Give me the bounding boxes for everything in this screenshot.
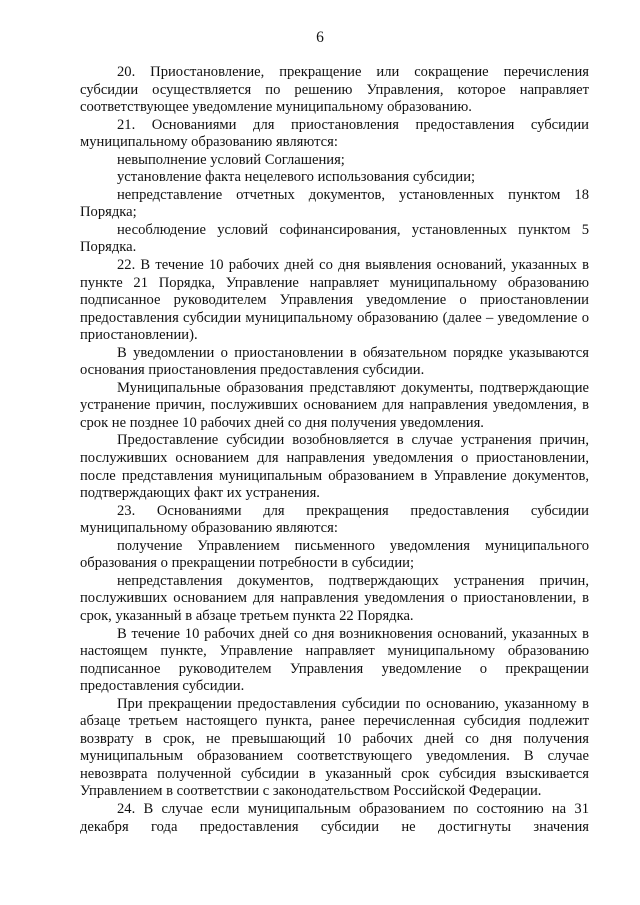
paragraph-21-item-4: несоблюдение условий софинансирования, установленных пунктом 5 Порядка. <box>80 221 589 256</box>
paragraph-23-refund: При прекращении предоставления субсидии по основанию, указанному в абзаце третьем настоящего пункта, ранее перечисленная субсидия подлежит возврату в срок, не превышающий 10 рабочих дней со дня получения муниципальным образованием соответствующего уведомления. В случае невозврата полученной субсидии в указанный срок субсидия взыскивается Управлением в соответствии с законодательством Российской Федерации. <box>80 695 589 800</box>
paragraph-21-intro: 21. Основаниями для приостановления предоставления субсидии муниципальному образованию являются: <box>80 116 589 151</box>
paragraph-24: 24. В случае если муниципальным образованием по состоянию на 31 декабря года предоставления субсидии не достигнуты значения <box>80 800 589 835</box>
paragraph-23-intro: 23. Основаниями для прекращения предоставления субсидии муниципальному образованию являются: <box>80 502 589 537</box>
paragraph-22-resumption: Предоставление субсидии возобновляется в случае устранения причин, послуживших основанием для направления уведомления о приостановлении, после представления муниципальным образованием в Управление документов, подтверждающих факт их устранения. <box>80 432 589 502</box>
paragraph-21-item-3: непредставление отчетных документов, установленных пунктом 18 Порядка; <box>80 186 589 221</box>
paragraph-23-notice: В течение 10 рабочих дней со дня возникновения оснований, указанных в настоящем пункте, Управление направляет муниципальному образованию подписанное руководителем Управления уведомление о прекращении предоставления субсидии. <box>80 625 589 695</box>
document-body <box>80 64 589 836</box>
paragraph-20: 20. Приостановление, прекращение или сокращение перечисления субсидии осуществляется по решению Управления, которое направляет соответствующее уведомление муниципальному образованию. <box>80 64 589 116</box>
paragraph-23-item-2: непредставления документов, подтверждающих устранения причин, послуживших основанием для направления уведомления о приостановлении, в срок, указанный в абзаце третьем пункта 22 Порядка. <box>80 572 589 624</box>
page-number: 6 <box>316 29 324 46</box>
paragraph-21-item-1: невыполнение условий Соглашения; <box>117 151 345 168</box>
paragraph-22-documents: Муниципальные образования представляют документы, подтверждающие устранение причин, послуживших основанием для направления уведомления, в срок не позднее 10 рабочих дней со дня получения уведомления. <box>80 379 589 431</box>
paragraph-23-item-1: получение Управлением письменного уведомления муниципального образования о прекращении потребности в субсидии; <box>80 537 589 572</box>
paragraph-21-item-2: установление факта нецелевого использования субсидии; <box>117 169 476 186</box>
paragraph-22-notice-content: В уведомлении о приостановлении в обязательном порядке указываются основания приостановления предоставления субсидии. <box>80 344 589 379</box>
paragraph-22: 22. В течение 10 рабочих дней со дня выявления оснований, указанных в пункте 21 Порядка, Управление направляет муниципальному образованию подписанное руководителем Управления уведомление о приостановлении предоставления субсидии муниципальному образованию (далее – уведомление о приостановлении). <box>80 257 589 344</box>
